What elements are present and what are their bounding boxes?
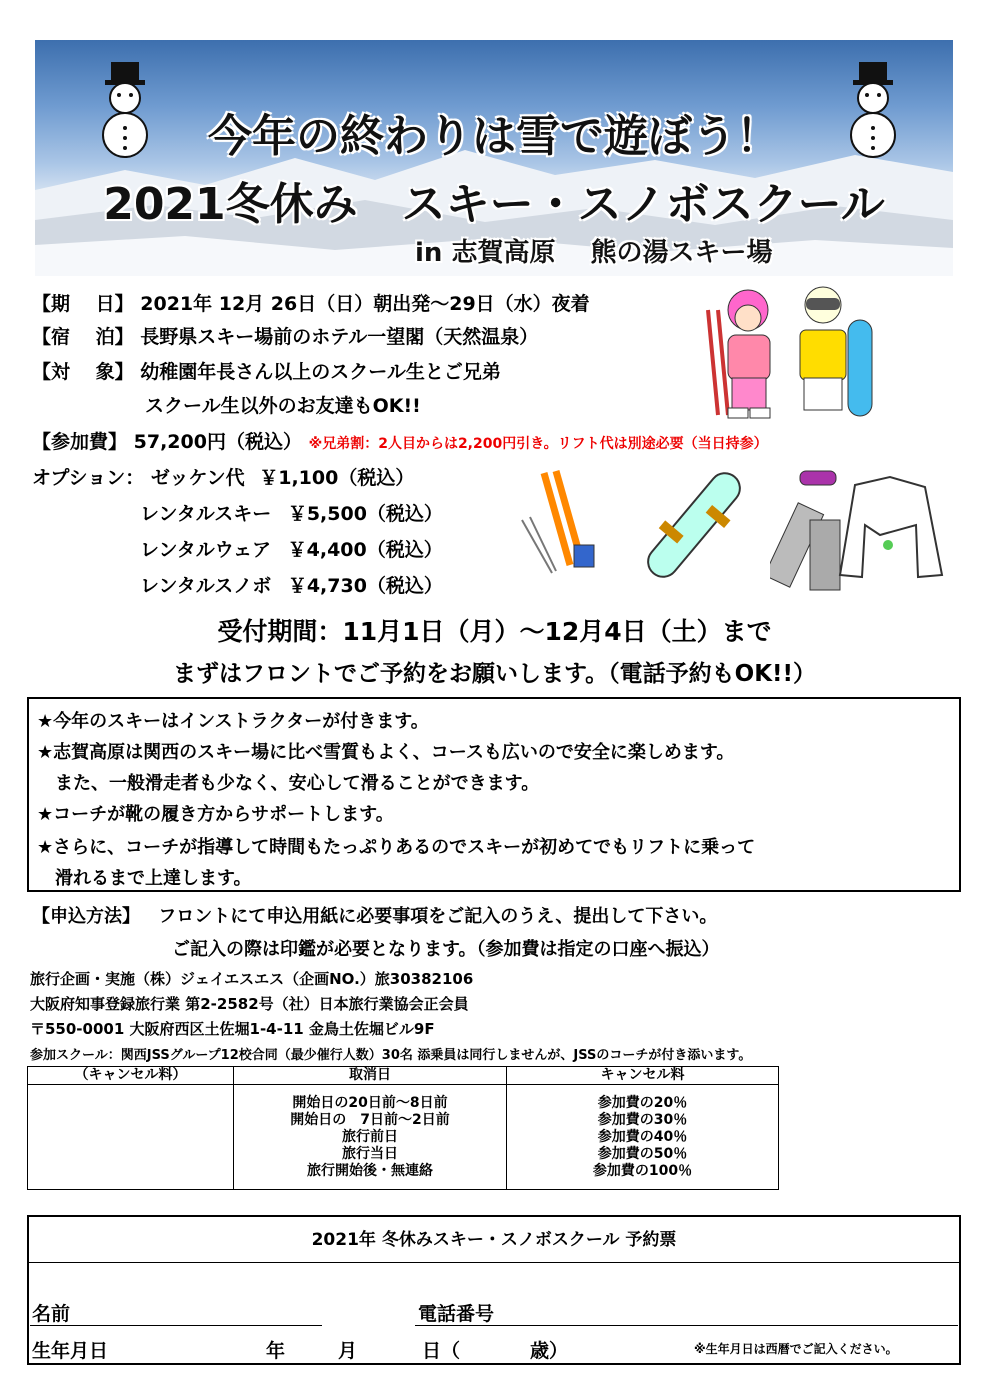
option-price: ￥1,100（税込） <box>259 467 415 489</box>
lodging-label: 【宿 泊】 <box>32 326 134 348</box>
cancel-fee: 参加費の30％ <box>597 1111 688 1128</box>
option-name: レンタルスキー <box>140 503 272 525</box>
cancel-date: 開始日の20日前～8日前 <box>292 1094 448 1111</box>
school-note: 参加スクール：関西JSSグループ12校合同（最少催行人数）30名 添乗員は同行しませんが、JSSのコーチが付き添います。 <box>30 1048 752 1063</box>
option-row-4 <box>140 571 443 598</box>
table-header: （キャンセル料） <box>28 1067 234 1085</box>
cancel-fee: 参加費の20％ <box>597 1094 688 1111</box>
lodging-row <box>32 322 538 349</box>
call-to-action: まずはフロントでご予約をお願いします。（電話予約もOK!!） <box>172 661 816 687</box>
target-value-2: スクール生以外のお友達もOK!! <box>145 395 421 417</box>
option-price: ￥4,400（税込） <box>287 539 443 561</box>
cancel-date: 開始日の 7日前～2日前 <box>290 1111 450 1128</box>
target-value: 幼稚園年長さん以上のスクール生とご兄弟 <box>140 361 501 383</box>
option-price: ￥5,500（税込） <box>287 503 443 525</box>
banner-title-line1: 今年の終わりは雪で遊ぼう！ <box>208 111 780 162</box>
cancel-date: 旅行当日 <box>342 1145 398 1162</box>
note-line: 滑れるまで上達します。 <box>37 868 252 889</box>
note-line: ★志賀高原は関西のスキー場に比べ雪質もよく、コースも広いので安全に楽しめます。 <box>37 742 735 763</box>
company-line: 旅行企画・実施（株）ジェイエスエス（企画NO.）旅30382106 <box>30 970 474 988</box>
fee-value: 57,200円（税込） <box>133 431 302 453</box>
banner-subtitle: in 志賀高原 熊の湯スキー場 <box>415 238 773 268</box>
apply-row <box>32 902 717 928</box>
phone-field[interactable] <box>415 1325 958 1326</box>
table-header-row <box>28 1067 779 1085</box>
option-name: レンタルウェア <box>140 539 272 561</box>
phone-label: 電話番号 <box>418 1303 495 1325</box>
apply-line1: フロントにて申込用紙に必要事項をご記入のうえ、提出して下さい。 <box>158 906 718 927</box>
table-cell <box>507 1085 779 1190</box>
company-line: 〒550-0001 大阪府西区土佐堀1-4-11 金鳥土佐堀ビル9F <box>30 1020 435 1038</box>
fee-label: 【参加費】 <box>32 431 128 453</box>
option-price: ￥4,730（税込） <box>287 575 443 597</box>
date-value: 2021年 12月 26日（日）朝出発～29日（水）夜着 <box>140 293 590 315</box>
ski-equipment-illustration <box>512 465 600 575</box>
cancel-fee: 参加費の100％ <box>592 1162 693 1179</box>
option-name: レンタルスノボ <box>140 575 272 597</box>
option-row-2 <box>140 499 443 526</box>
birth-note: ※生年月日は西暦でご記入ください。 <box>694 1342 898 1356</box>
cancel-fee: 参加費の40％ <box>597 1128 688 1145</box>
birth-month-label: 月 <box>338 1340 358 1362</box>
table-cell-empty <box>28 1085 234 1190</box>
fee-row <box>32 427 768 454</box>
date-row <box>32 289 590 316</box>
note-line: ★コーチが靴の履き方からサポートします。 <box>37 804 394 825</box>
note-line: ★今年のスキーはインストラクターが付きます。 <box>37 711 429 732</box>
birth-label: 生年月日 <box>32 1340 109 1362</box>
table-header: キャンセル料 <box>507 1067 779 1085</box>
cancel-date: 旅行開始後・無連絡 <box>307 1162 433 1179</box>
snowboard-illustration <box>635 470 753 580</box>
banner-title-line2: 2021冬休み スキー・スノボスクール <box>103 179 885 230</box>
option-row-3 <box>140 535 443 562</box>
birth-year-label: 年 <box>266 1340 286 1362</box>
note-line: また、一般滑走者も少なく、安心して滑ることができます。 <box>37 773 540 794</box>
divider <box>27 1262 961 1263</box>
ski-wear-illustration <box>770 465 945 595</box>
target-row <box>32 357 501 384</box>
date-label: 【期 日】 <box>32 293 134 315</box>
apply-line2: ご記入の際は印鑑が必要となります。（参加費は指定の口座へ振込） <box>172 939 720 960</box>
table-header: 取消日 <box>234 1067 507 1085</box>
header-banner <box>35 40 953 276</box>
cancel-fee: 参加費の50％ <box>597 1145 688 1162</box>
fee-note: ※兄弟割：2人目からは2,200円引き。リフト代は別途必要（当日持参） <box>308 436 768 452</box>
option-row-1 <box>32 463 414 490</box>
name-label: 名前 <box>32 1303 71 1325</box>
reservation-title: 2021年 冬休みスキー・スノボスクール 予約票 <box>311 1230 677 1250</box>
cancel-fee-table <box>27 1066 779 1190</box>
birth-day-label: 日（ <box>422 1340 461 1362</box>
cancel-date: 旅行前日 <box>342 1128 398 1145</box>
age-label: 歳） <box>530 1340 569 1362</box>
apply-label: 【申込方法】 <box>32 906 140 927</box>
reception-period: 受付期間：11月1日（月）～12月4日（土）まで <box>217 617 772 646</box>
kids-skiing-illustration <box>688 280 888 425</box>
target-label: 【対 象】 <box>32 361 134 383</box>
name-field[interactable] <box>30 1325 322 1326</box>
notes-box <box>27 697 961 892</box>
table-cell <box>234 1085 507 1190</box>
lodging-value: 長野県スキー場前のホテル一望閣（天然温泉） <box>140 326 539 348</box>
note-line: ★さらに、コーチが指導して時間もたっぷりあるのでスキーが初めてでもリフトに乗って <box>37 837 756 858</box>
table-row <box>28 1085 779 1190</box>
option-name: ゼッケン代 <box>150 467 245 489</box>
option-label: オプション： <box>32 467 145 489</box>
company-line: 大阪府知事登録旅行業 第2-2582号（社）日本旅行業協会正会員 <box>30 995 469 1013</box>
